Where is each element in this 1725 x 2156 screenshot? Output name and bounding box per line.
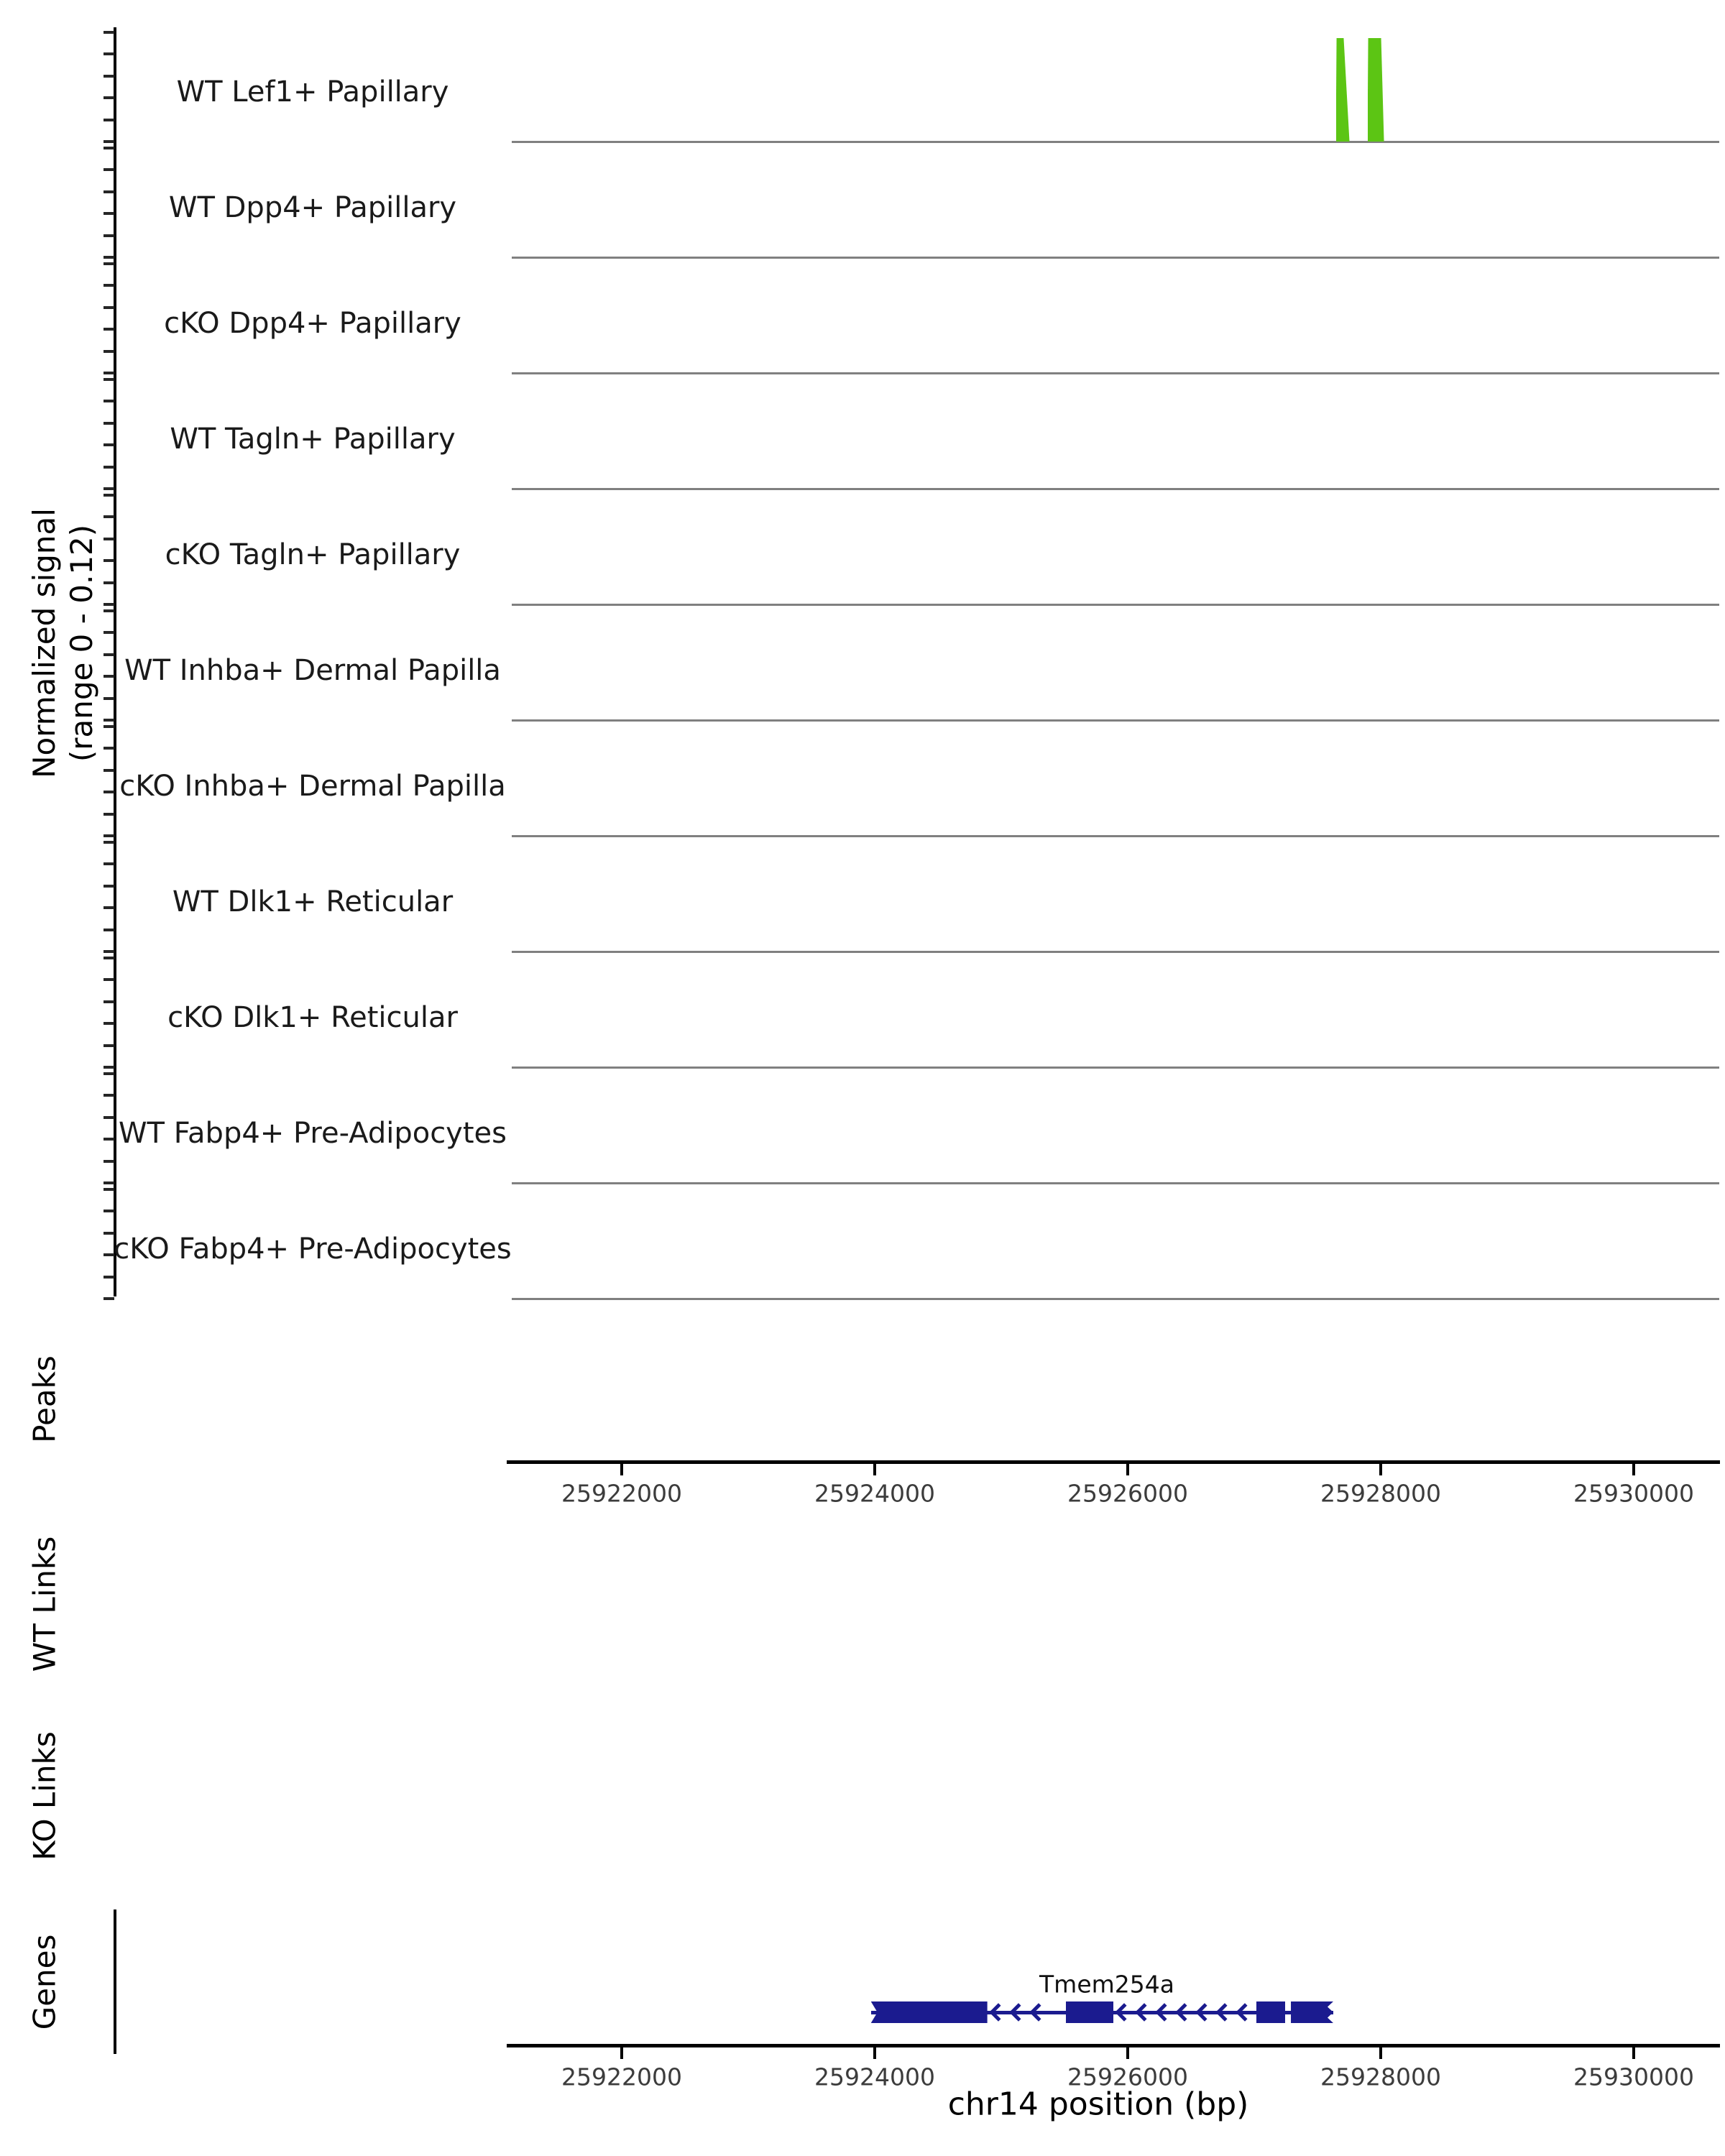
x-axis-tick-label: 25928000 [1320, 1479, 1441, 1508]
y-axis-tick [104, 1253, 114, 1256]
y-axis-tick [104, 422, 114, 425]
track-baseline [512, 1067, 1719, 1069]
track-label: cKO Inhba+ Dermal Papilla [119, 770, 506, 803]
track-baseline [512, 835, 1719, 837]
x-axis-tick-label: 25922000 [561, 1479, 682, 1508]
y-axis-tick [104, 328, 114, 331]
y-axis-tick [104, 306, 114, 309]
y-axis-tick [104, 862, 114, 865]
x-axis-tick [873, 2047, 876, 2059]
y-axis-tick [104, 96, 114, 99]
y-axis-tick [104, 234, 114, 237]
y-axis-tick [104, 212, 114, 215]
gene-exon [1291, 2001, 1333, 2023]
y-axis-tick [104, 1160, 114, 1163]
signal-peak [1336, 38, 1350, 142]
y-axis-tick [104, 515, 114, 518]
strand-direction-chevron [1029, 2003, 1047, 2021]
y-axis-tick [104, 950, 114, 953]
x-axis-tick-label: 25930000 [1573, 1479, 1694, 1508]
y-axis-tick [104, 834, 114, 837]
strand-direction-chevron [1155, 2003, 1173, 2021]
y-axis-tick [104, 1210, 114, 1212]
gene-exon [1256, 2001, 1285, 2023]
x-axis-tick-label: 25926000 [1067, 2063, 1188, 2091]
track-baseline [512, 951, 1719, 953]
track-label: WT Lef1+ Papillary [176, 75, 449, 109]
x-axis-title: chr14 position (bp) [947, 2086, 1249, 2123]
y-axis-tick [104, 190, 114, 193]
track-label: WT Inhba+ Dermal Papilla [124, 654, 501, 687]
x-axis-tick [1632, 2047, 1635, 2059]
y-axis-tick [104, 168, 114, 171]
x-axis-tick [1632, 1464, 1635, 1475]
x-axis-tick [1126, 2047, 1129, 2059]
x-axis-tick [620, 2047, 623, 2059]
x-axis-tick-label: 25922000 [561, 2063, 682, 2091]
y-axis-tick [104, 443, 114, 446]
y-axis-tick [104, 906, 114, 909]
y-axis-tick [104, 1022, 114, 1025]
x-axis-tick [873, 1464, 876, 1475]
x-axis-tick-label: 25926000 [1067, 1479, 1188, 1508]
track-label: WT Fabp4+ Pre-Adipocytes [119, 1117, 507, 1150]
track-baseline [512, 1182, 1719, 1184]
y-axis-tick [104, 653, 114, 656]
y-axis-tick [104, 609, 114, 612]
x-axis-tick [1126, 1464, 1129, 1475]
track-baseline [512, 372, 1719, 374]
x-axis-tick-label: 25924000 [814, 1479, 935, 1508]
x-axis-tick [1379, 1464, 1382, 1475]
y-axis-tick [104, 52, 114, 55]
y-axis-tick [104, 487, 114, 490]
gene-exon [1066, 2001, 1113, 2023]
strand-direction-chevron [1009, 2003, 1027, 2021]
strand-direction-chevron [1215, 2003, 1233, 2021]
gene-name-label: Tmem254a [1039, 1970, 1174, 1999]
section-label-peaks: Peaks [27, 1355, 63, 1443]
track-baseline [512, 1298, 1719, 1300]
y-axis-tick [104, 813, 114, 816]
track-label: WT Dpp4+ Papillary [168, 191, 457, 224]
y-axis-tick [104, 1000, 114, 1003]
y-axis-label [26, 508, 101, 778]
y-axis-tick [104, 725, 114, 728]
strand-direction-chevron [1236, 2003, 1254, 2021]
track-label: cKO Dlk1+ Reticular [167, 1001, 458, 1034]
y-axis-tick [104, 1066, 114, 1069]
y-axis-tick [104, 1188, 114, 1191]
y-axis-tick [104, 1297, 114, 1300]
y-axis-tick [104, 494, 114, 497]
x-axis-tick-label: 25930000 [1573, 2063, 1694, 2091]
y-axis-tick [104, 675, 114, 678]
strand-direction-chevron [989, 2003, 1007, 2021]
y-axis-tick [104, 929, 114, 931]
y-axis-tick [104, 262, 114, 265]
y-axis-tick [104, 957, 114, 959]
y-axis-tick [104, 697, 114, 700]
strand-direction-chevron [1115, 2003, 1133, 2021]
y-axis-tick [104, 1044, 114, 1047]
y-axis-tick [104, 978, 114, 981]
track-label: cKO Tagln+ Papillary [165, 538, 461, 571]
genes-y-axis-line [114, 1909, 116, 2054]
y-axis-tick [104, 1232, 114, 1235]
y-axis-tick [104, 769, 114, 772]
track-label: WT Dlk1+ Reticular [172, 885, 454, 918]
y-axis-tick [104, 1181, 114, 1184]
y-axis-tick [104, 400, 114, 402]
signal-y-axis-line [114, 27, 116, 1296]
y-axis-tick [104, 1138, 114, 1141]
x-axis-tick-label: 25924000 [814, 2063, 935, 2091]
y-axis-tick [104, 1072, 114, 1075]
y-axis-tick [104, 350, 114, 353]
y-axis-tick [104, 466, 114, 469]
x-axis-tick-label: 25928000 [1320, 2063, 1441, 2091]
y-axis-tick [104, 841, 114, 844]
track-baseline [512, 719, 1719, 722]
strand-direction-chevron [1175, 2003, 1193, 2021]
y-axis-tick [104, 378, 114, 381]
track-label: WT Tagln+ Papillary [170, 423, 456, 456]
y-axis-tick [104, 559, 114, 562]
y-axis-label-line2: (range 0 - 0.12) [64, 524, 99, 763]
track-label: cKO Dpp4+ Papillary [164, 307, 461, 340]
y-axis-tick [104, 75, 114, 78]
gene-exon [871, 2001, 988, 2023]
bottom-x-axis-line [507, 2044, 1720, 2047]
section-label-wt-links: WT Links [27, 1536, 63, 1672]
peaks-x-axis-line [507, 1460, 1720, 1464]
y-axis-tick [104, 538, 114, 540]
y-axis-tick [104, 31, 114, 34]
y-axis-tick [104, 147, 114, 149]
track-baseline [512, 604, 1719, 606]
y-axis-tick [104, 747, 114, 750]
y-axis-tick [104, 631, 114, 634]
strand-direction-chevron [1195, 2003, 1213, 2021]
y-axis-tick [104, 791, 114, 793]
y-axis-tick [104, 256, 114, 259]
y-axis-tick [104, 1094, 114, 1097]
y-axis-tick [104, 719, 114, 722]
section-label-ko-links: KO Links [27, 1731, 63, 1861]
y-axis-tick [104, 140, 114, 143]
y-axis-tick [104, 372, 114, 374]
y-axis-label-line1: Normalized signal [27, 508, 62, 778]
track-baseline [512, 141, 1719, 143]
y-axis-tick [104, 1276, 114, 1279]
track-baseline [512, 257, 1719, 259]
section-label-genes: Genes [27, 1934, 63, 2030]
x-axis-tick [620, 1464, 623, 1475]
y-axis-tick [104, 1116, 114, 1119]
y-axis-tick [104, 581, 114, 584]
track-baseline [512, 488, 1719, 490]
signal-peak [1368, 38, 1384, 142]
y-axis-tick [104, 284, 114, 287]
y-axis-tick [104, 119, 114, 121]
strand-direction-chevron [1135, 2003, 1153, 2021]
track-label: cKO Fabp4+ Pre-Adipocytes [114, 1233, 512, 1266]
x-axis-tick [1379, 2047, 1382, 2059]
y-axis-tick [104, 603, 114, 606]
y-axis-tick [104, 885, 114, 888]
